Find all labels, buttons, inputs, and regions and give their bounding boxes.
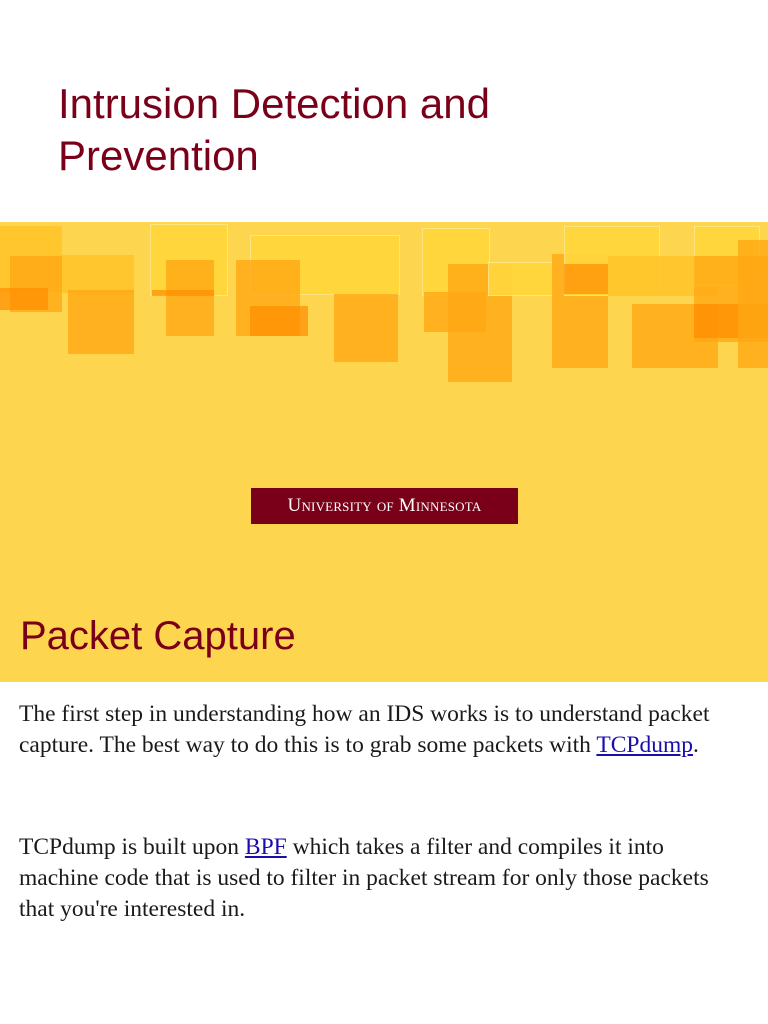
banner-block [564,264,608,294]
banner-block [152,290,214,296]
banner-block [0,288,48,310]
paragraph1-end: . [693,732,699,758]
bpf-link[interactable]: BPF [244,834,287,860]
slide-title-line2: Prevention [58,132,259,179]
banner-block [166,260,214,336]
wordmark-text: University of Minnesota [287,495,482,516]
banner-block [738,240,768,368]
intro-paragraph [19,699,749,761]
slide-title [58,78,738,182]
banner-block [68,290,134,354]
slide-title-line1: Intrusion Detection and [58,80,490,127]
paragraph1-text: The first step in understanding how an IDS works is to understand packet capture. The best way to do this is to grab some packets with [19,701,710,758]
banner-block [334,294,398,362]
banner-block [62,255,134,293]
gold-banner [0,222,768,682]
section-title: Packet Capture [20,614,296,658]
paragraph2-text: TCPdump is built upon [19,834,245,860]
banner-block [250,306,308,336]
tcpdump-link[interactable]: TCPdump [596,732,694,758]
paragraph2-end: which takes a filter and compiles it into machine code that is used to filter in packet stream for only those packets that you're interested in. [19,834,709,922]
bpf-paragraph [19,832,749,925]
banner-block [488,262,554,296]
university-wordmark [251,488,518,524]
